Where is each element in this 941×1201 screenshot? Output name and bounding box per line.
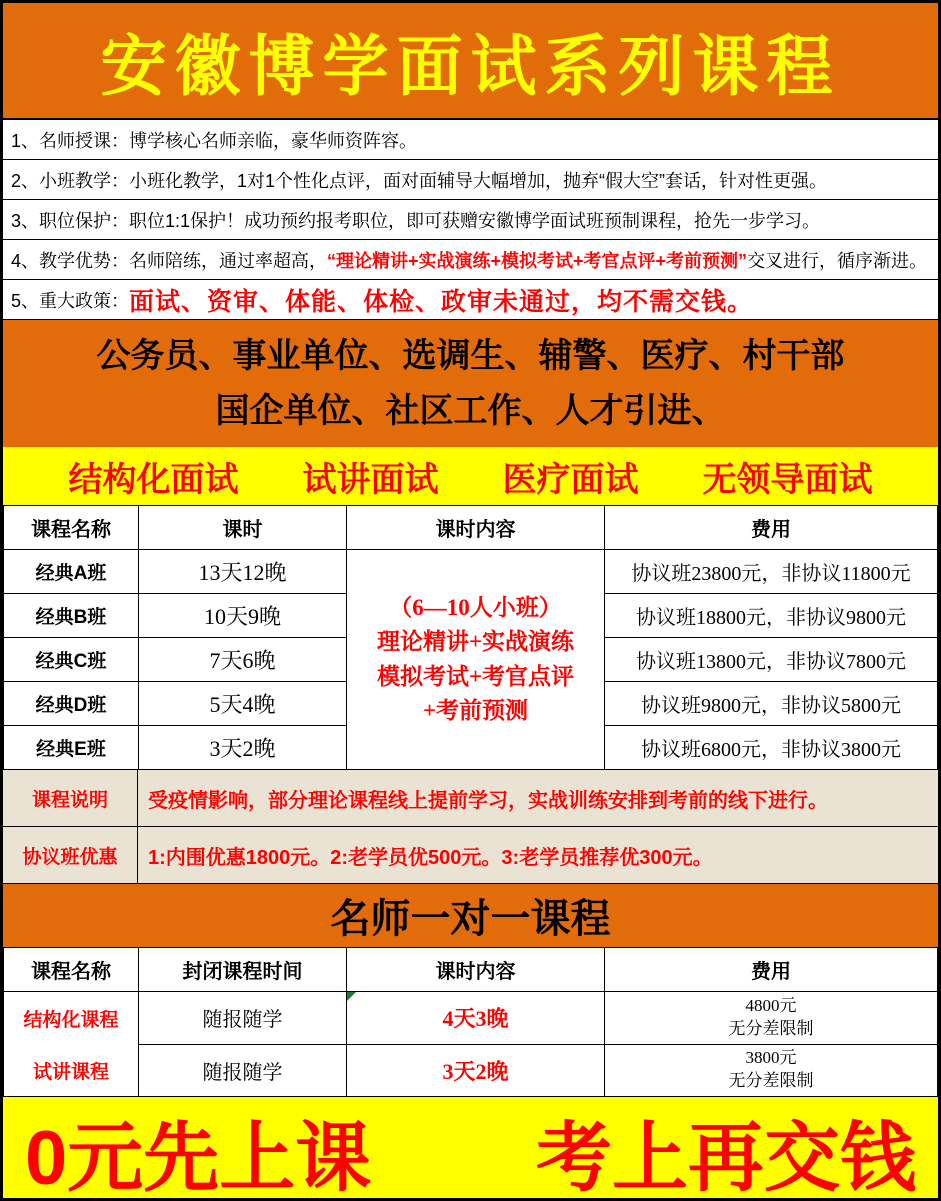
feature-label: 2、小班教学： [11, 170, 130, 191]
one-on-one-course-names [4, 992, 139, 1097]
feature-suffix: 交叉进行，循序渐进。 [747, 250, 928, 271]
feature-item-5 [3, 280, 938, 320]
feature-text: 名师陪练，通过率超高， [129, 250, 328, 271]
audience-line-1: 公务员、事业单位、选调生、辅警、医疗、村干部 [96, 337, 845, 376]
header-closed-course-time: 封闭课程时间 [139, 948, 347, 992]
class-c-duration: 7天6晚 [139, 638, 347, 682]
interview-type-structured: 结构化面试 [68, 460, 239, 499]
audience-line-2: 国企单位、社区工作、人才引进、 [215, 391, 726, 430]
note-text: 受疫情影响，部分理论课程线上提前学习，实战训练安排到考前的线下进行。 [148, 789, 828, 812]
header-content: 课时内容 [347, 948, 605, 992]
audience-banner [3, 320, 938, 447]
one-on-one-fee [605, 992, 938, 1045]
class-e-fee: 协议班6800元，非协议3800元 [605, 726, 938, 770]
course-content-cell [347, 550, 605, 770]
cell-comment-marker-icon [347, 992, 356, 1001]
one-on-one-banner [3, 884, 938, 947]
fee-note: 无分差限制 [728, 1018, 814, 1038]
interview-type-medical: 医疗面试 [502, 460, 639, 499]
interview-types-bar [3, 447, 938, 505]
course-name-structured: 结构化课程 [23, 1009, 119, 1031]
class-d-fee: 协议班9800元，非协议5800元 [605, 682, 938, 726]
header-course-name: 课程名称 [4, 948, 139, 992]
feature-item-1 [3, 120, 938, 160]
content-duration: 4天3晚 [442, 1006, 509, 1032]
footer-slogan-left: 0元先上课 [25, 1116, 372, 1201]
fee-note: 无分差限制 [728, 1071, 814, 1091]
feature-highlight: “理论精讲+实战演练+模拟考试+考官点评+考前预测” [327, 250, 748, 271]
feature-label: 4、教学优势： [11, 250, 130, 271]
table-row [4, 550, 938, 594]
class-c-name: 经典C班 [4, 638, 139, 682]
content-line-2: 理论精讲+实战演练 [376, 629, 575, 654]
one-on-one-content [347, 1044, 605, 1097]
content-line-1: （6—10人小班） [389, 594, 562, 620]
class-a-duration: 13天12晚 [139, 550, 347, 594]
one-on-one-table [3, 947, 938, 1097]
fee-amount: 4800元 [745, 995, 797, 1015]
header-course-name: 课程名称 [4, 506, 139, 550]
footer-slogan-banner [3, 1097, 938, 1201]
feature-item-3 [3, 200, 938, 240]
feature-label: 1、名师授课： [11, 130, 130, 151]
class-b-fee: 协议班18800元，非协议9800元 [605, 594, 938, 638]
feature-text: 职位1:1保护！成功预约报考职位，即可获赠安徽博学面试班预制课程，抢先一步学习。 [129, 210, 821, 231]
content-line-4: +考前预测 [422, 698, 529, 723]
header-fee: 费用 [605, 948, 938, 992]
content-duration: 3天2晚 [442, 1058, 509, 1084]
note-label: 协议班优惠 [3, 827, 138, 883]
header-fee: 费用 [605, 506, 938, 550]
title-banner [3, 3, 938, 120]
class-a-name: 经典A班 [4, 550, 139, 594]
course-table-header-row [4, 506, 938, 550]
poster-title: 安徽博学面试系列课程 [100, 31, 841, 104]
course-name-lecture: 试讲课程 [32, 1061, 109, 1083]
one-on-one-header-row [4, 948, 938, 992]
class-e-duration: 3天2晚 [139, 726, 347, 770]
note-course-description [3, 770, 938, 827]
one-on-one-fee [605, 1044, 938, 1097]
interview-type-leaderless: 无领导面试 [702, 460, 873, 499]
feature-item-4 [3, 240, 938, 280]
feature-item-2 [3, 160, 938, 200]
table-row [4, 1044, 938, 1097]
class-e-name: 经典E班 [4, 726, 139, 770]
feature-highlight: 面试、资审、体能、体检、政审未通过，均不需交钱。 [129, 287, 754, 316]
header-hours: 课时 [139, 506, 347, 550]
class-a-fee: 协议班23800元，非协议11800元 [605, 550, 938, 594]
note-text: 1:内围优惠1800元。2:老学员优500元。3:老学员推荐优300元。 [148, 846, 713, 869]
class-b-name: 经典B班 [4, 594, 139, 638]
class-d-name: 经典D班 [4, 682, 139, 726]
note-label: 课程说明 [3, 770, 138, 826]
one-on-one-content [347, 992, 605, 1045]
table-row [4, 992, 938, 1045]
content-line-3: 模拟考试+考官点评 [376, 663, 575, 689]
interview-type-lecture: 试讲面试 [302, 460, 439, 499]
one-on-one-title: 名师一对一课程 [330, 897, 611, 941]
note-discount [3, 827, 938, 884]
header-content: 课时内容 [347, 506, 605, 550]
enroll-time: 随报随学 [139, 1044, 347, 1097]
footer-slogan-right: 考上再交钱 [536, 1116, 916, 1201]
course-table [3, 505, 938, 770]
enroll-time: 随报随学 [139, 992, 347, 1045]
feature-label: 5、重大政策： [11, 290, 130, 311]
feature-text: 小班化教学，1对1个性化点评，面对面辅导大幅增加，抛弃“假大空”套话，针对性更强。 [129, 170, 828, 191]
fee-amount: 3800元 [745, 1048, 797, 1068]
class-c-fee: 协议班13800元，非协议7800元 [605, 638, 938, 682]
class-d-duration: 5天4晚 [139, 682, 347, 726]
class-b-duration: 10天9晚 [139, 594, 347, 638]
feature-label: 3、职位保护： [11, 210, 130, 231]
feature-text: 博学核心名师亲临，豪华师资阵容。 [129, 130, 418, 151]
